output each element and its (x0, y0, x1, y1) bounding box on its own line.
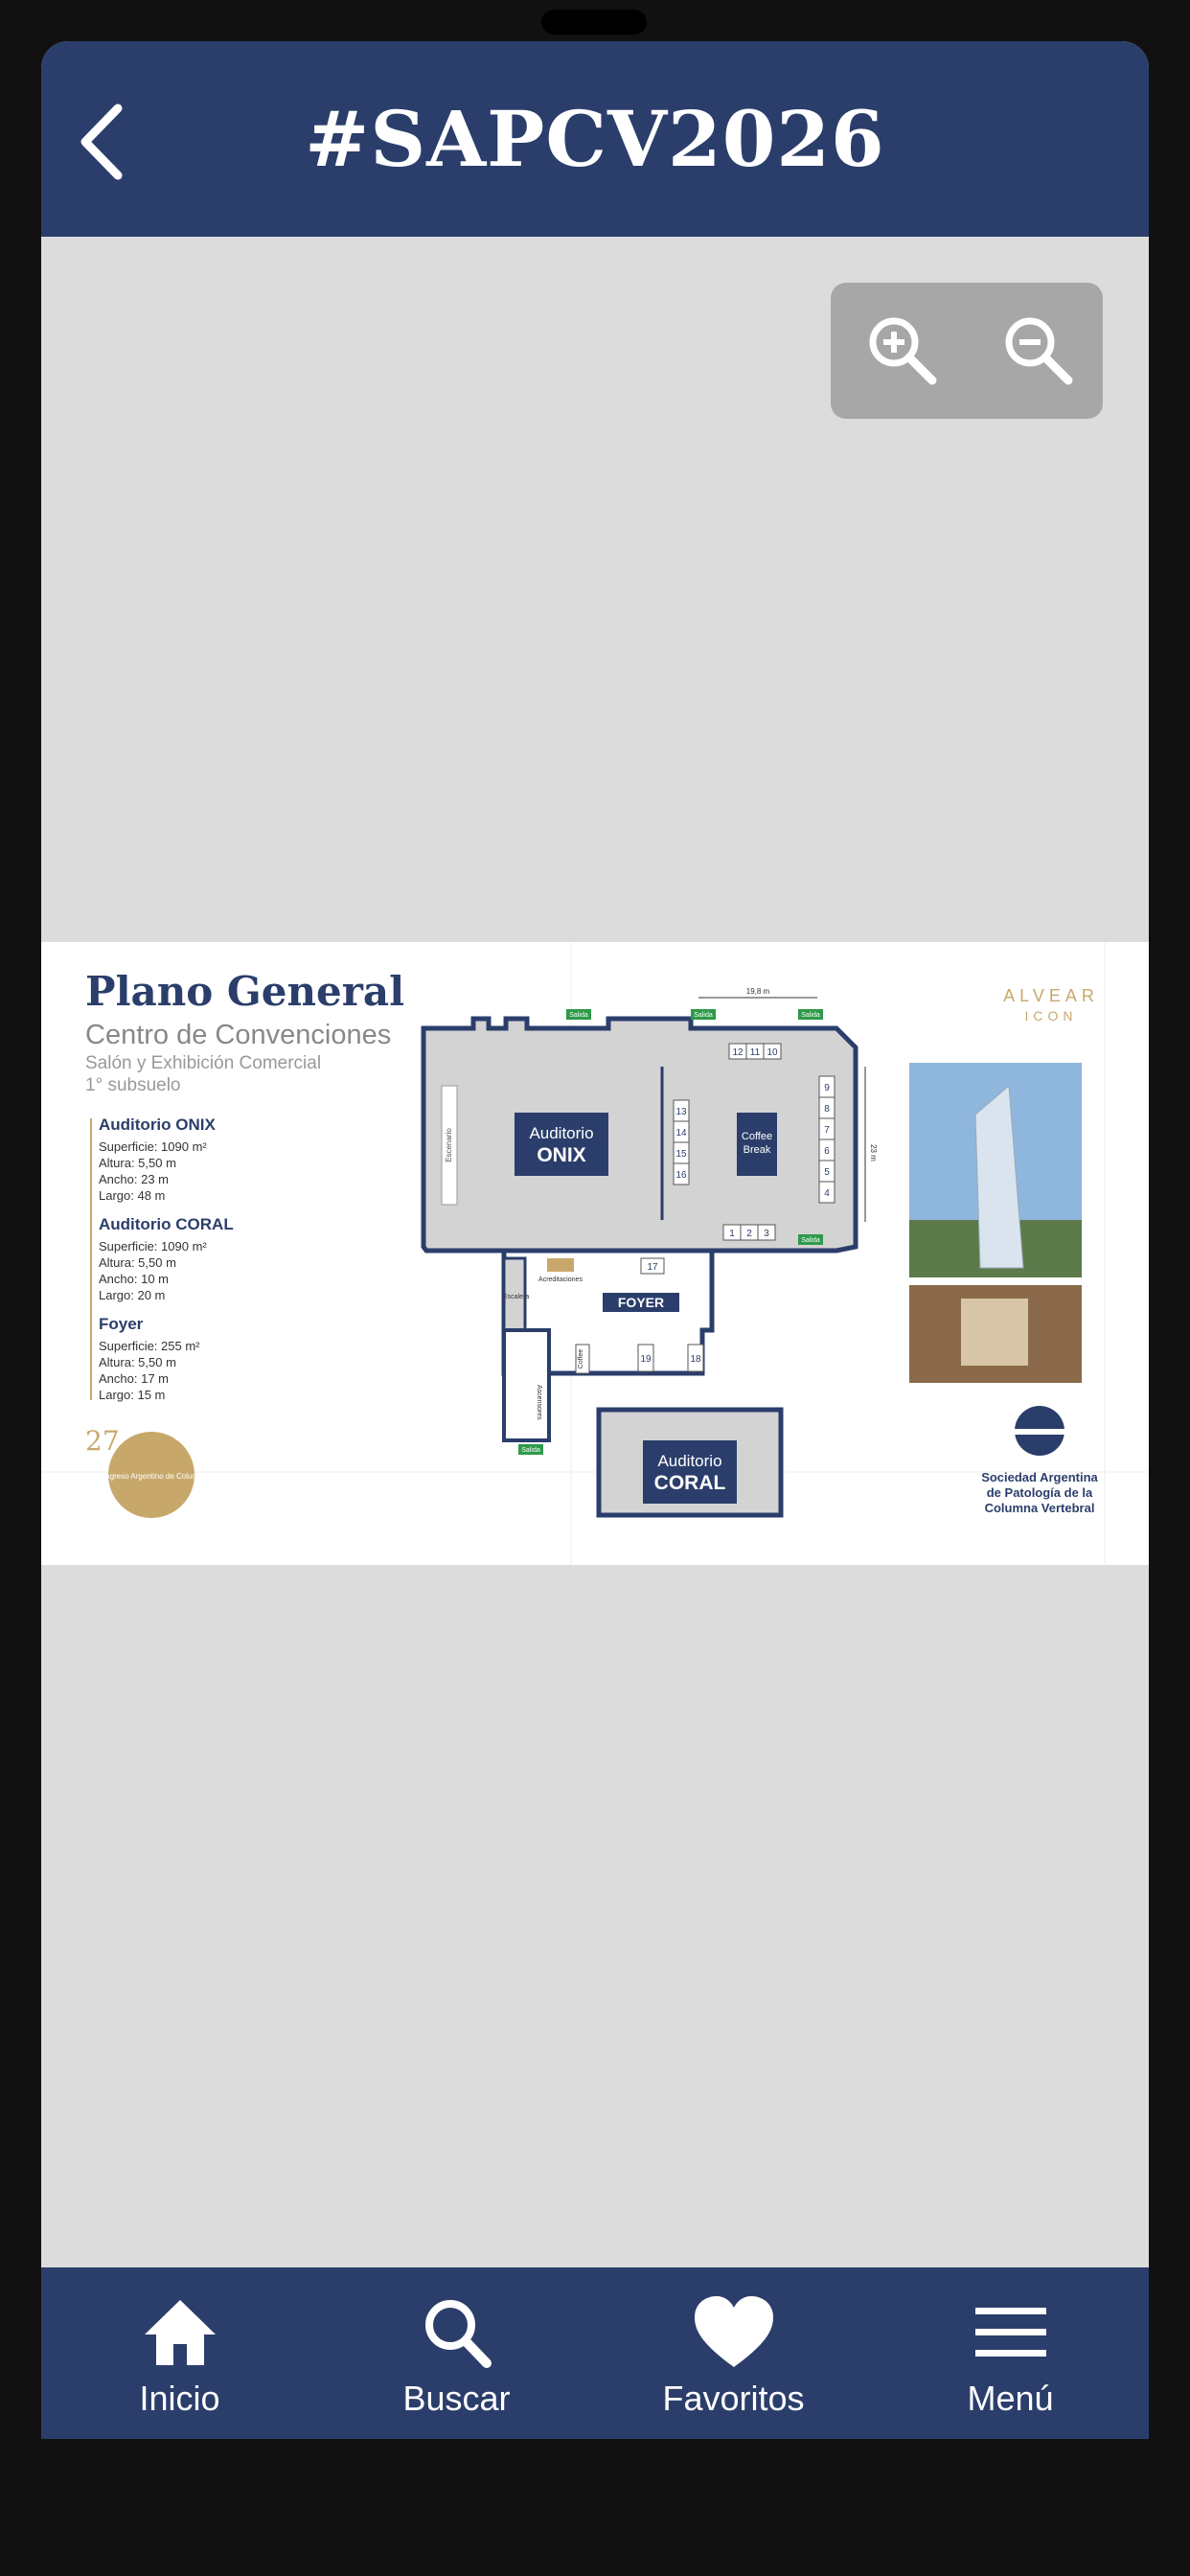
zoom-out-button[interactable] (995, 308, 1082, 394)
room-spec: Largo: 48 m (99, 1188, 166, 1203)
svg-text:8: 8 (824, 1104, 830, 1115)
room-spec: Ancho: 23 m (99, 1172, 169, 1186)
society-line1: Sociedad Argentina (981, 1470, 1098, 1484)
svg-text:3: 3 (764, 1229, 769, 1239)
tab-menu-label: Menú (967, 2379, 1054, 2418)
svg-text:Salida: Salida (569, 1012, 588, 1019)
tab-inicio[interactable] (41, 2267, 318, 2439)
svg-text:19: 19 (640, 1354, 652, 1365)
tab-menu[interactable] (872, 2267, 1149, 2439)
heart-icon (693, 2294, 775, 2371)
coffee-break-label-a: Coffee (741, 1131, 773, 1142)
svg-text:Salida: Salida (694, 1012, 713, 1019)
room-spec: Ancho: 17 m (99, 1371, 169, 1386)
floor-plan-image[interactable] (41, 942, 1149, 1565)
tab-favoritos-label: Favoritos (662, 2379, 805, 2418)
room-onix-title: Auditorio ONIX (99, 1116, 216, 1134)
app-header (41, 41, 1149, 237)
svg-text:18: 18 (690, 1354, 701, 1365)
bottom-tab-bar (41, 2267, 1149, 2439)
device-notch (541, 10, 647, 34)
onix-label-b: ONIX (537, 1144, 586, 1166)
coffee-small-label: Coffee (578, 1348, 584, 1369)
svg-text:14: 14 (675, 1128, 687, 1138)
svg-text:Salida: Salida (801, 1012, 820, 1019)
page-title: #SAPCV2026 (305, 94, 885, 184)
svg-text:10: 10 (767, 1047, 778, 1058)
hall-outline (423, 1019, 856, 1251)
congress-number: 27 (85, 1425, 120, 1457)
svg-text:17: 17 (647, 1262, 658, 1273)
room-spec: Superficie: 1090 m² (99, 1139, 207, 1154)
plan-subtitle: Centro de Convenciones (85, 1020, 392, 1050)
tab-inicio-label: Inicio (139, 2379, 220, 2418)
coral-label-a: Auditorio (657, 1452, 722, 1470)
svg-text:2: 2 (746, 1229, 752, 1239)
room-spec: Altura: 5,50 m (99, 1156, 176, 1170)
ascensores-label: Ascensores (536, 1385, 542, 1420)
plan-title: Plano General (85, 968, 405, 1015)
zoom-controls (831, 283, 1103, 419)
congress-name: Congreso Argentino de Columna (95, 1472, 208, 1481)
plan-line1: Salón y Exhibición Comercial (85, 1053, 322, 1073)
onix-label-a: Auditorio (529, 1124, 594, 1142)
room-spec: Altura: 5,50 m (99, 1255, 176, 1270)
svg-text:1: 1 (729, 1229, 735, 1239)
tab-favoritos[interactable] (595, 2267, 872, 2439)
svg-text:16: 16 (675, 1170, 687, 1181)
society-line3: Columna Vertebral (984, 1501, 1095, 1515)
width-dimension: 19,8 m (745, 987, 770, 996)
svg-text:4: 4 (824, 1188, 830, 1199)
venue-brand: ALVEAR (1003, 986, 1099, 1005)
room-spec: Superficie: 1090 m² (99, 1239, 207, 1254)
svg-text:Salida: Salida (521, 1447, 540, 1454)
zoom-out-icon (995, 308, 1082, 394)
svg-text:5: 5 (824, 1167, 830, 1178)
coffee-break-label-b: Break (743, 1144, 771, 1156)
room-spec: Largo: 20 m (99, 1288, 166, 1302)
svg-text:11: 11 (749, 1047, 761, 1058)
room-coral-title: Auditorio CORAL (99, 1215, 234, 1233)
escalera-label: Escalera (503, 1294, 530, 1300)
svg-text:15: 15 (675, 1149, 687, 1160)
svg-text:12: 12 (732, 1047, 744, 1058)
svg-text:13: 13 (675, 1107, 687, 1117)
zoom-in-button[interactable] (859, 308, 946, 394)
acreditaciones-block (547, 1258, 574, 1272)
room-spec: Ancho: 10 m (99, 1272, 169, 1286)
room-spec: Altura: 5,50 m (99, 1355, 176, 1369)
home-icon (139, 2294, 221, 2371)
svg-text:6: 6 (824, 1146, 830, 1157)
foyer-label: FOYER (617, 1295, 665, 1310)
room-spec: Superficie: 255 m² (99, 1339, 200, 1353)
search-icon (416, 2294, 498, 2371)
menu-icon (970, 2294, 1052, 2371)
zoom-in-icon (859, 308, 946, 394)
tab-buscar[interactable] (318, 2267, 595, 2439)
acreditaciones-label: Acreditaciones (538, 1276, 583, 1283)
room-foyer-title: Foyer (99, 1315, 144, 1333)
svg-text:7: 7 (824, 1125, 830, 1136)
height-dimension: 23 m (869, 1144, 878, 1162)
room-spec: Largo: 15 m (99, 1388, 166, 1402)
svg-text:Salida: Salida (801, 1237, 820, 1244)
society-line2: de Patología de la (986, 1485, 1093, 1500)
svg-text:9: 9 (824, 1083, 830, 1093)
plan-line2: 1° subsuelo (85, 1075, 181, 1095)
tab-buscar-label: Buscar (402, 2379, 511, 2418)
escenario-label: Escenario (445, 1128, 453, 1162)
app-screen (41, 41, 1149, 2439)
venue-sub: ICON (1024, 1008, 1078, 1024)
coral-label-b: CORAL (653, 1472, 726, 1494)
